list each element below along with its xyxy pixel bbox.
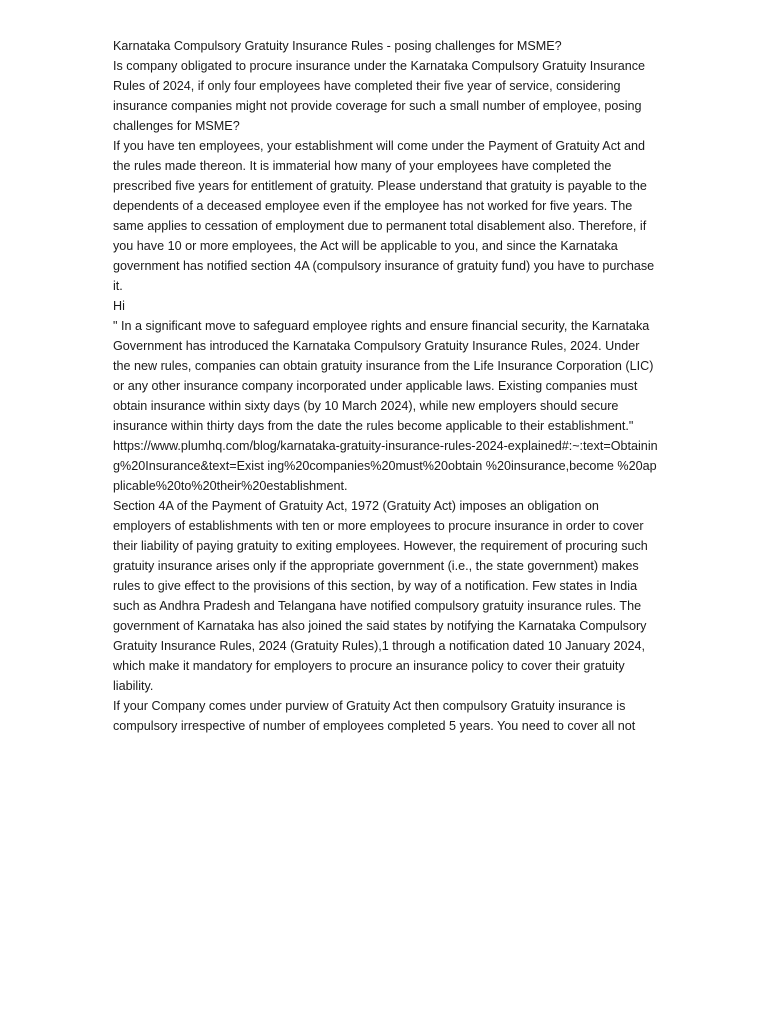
answer-paragraph: If you have ten employees, your establishment will come under the Payment of Gratuity Act and the rules made thereon. It is immaterial how many of your employees have completed the prescribed five years for entitlement of gratuity. Please understand that gratuity is payable to the dependents of a deceased employee even if the employee has not worked for five years. The same applies to cessation of employment due to permanent total disablement also. Therefore, if you have 10 or more employees, the Act will be applicable to you, and since the Karnataka government has notified section 4A (compulsory insurance of gratuity fund) you have to purchase it. bbox=[113, 139, 655, 293]
source-url: https://www.plumhq.com/blog/karnataka-gratuity-insurance-rules-2024-explained#:~:text=Obtaining%20Insurance&text=Exist ing%20companies%20must%20obtain %20insurance,become %20applicable%20to%20their%20establishment. bbox=[113, 439, 658, 493]
greeting-text: Hi bbox=[113, 299, 125, 313]
question-paragraph: Is company obligated to procure insurance under the Karnataka Compulsory Gratuity Insurance Rules of 2024, if only four employees have completed their five year of service, considering insurance companies might not provide coverage for such a small number of employee, posing challenges for MSME? bbox=[113, 59, 646, 133]
document-title: Karnataka Compulsory Gratuity Insurance Rules - posing challenges for MSME? bbox=[113, 39, 562, 53]
document-page bbox=[113, 36, 658, 736]
quoted-paragraph: " In a significant move to safeguard employee rights and ensure financial security, the Karnataka Government has introduced the Karnataka Compulsory Gratuity Insurance Rules, 2024. Under the new rules, companies can obtain gratuity insurance from the Life Insurance Corporation (LIC) or any other insurance company incorporated under applicable laws. Existing companies must obtain insurance within sixty days (by 10 March 2024), while new employers should secure insurance within thirty days from the date the rules become applicable to their establishment." bbox=[113, 319, 654, 433]
closing-paragraph: If your Company comes under purview of Gratuity Act then compulsory Gratuity insurance is compulsory irrespective of number of employees completed 5 years. You need to cover all not bbox=[113, 699, 636, 733]
section-4a-paragraph: Section 4A of the Payment of Gratuity Act, 1972 (Gratuity Act) imposes an obligation on employers of establishments with ten or more employees to procure insurance in order to cover their liability of paying gratuity to exiting employees. However, the requirement of procuring such gratuity insurance arises only if the appropriate government (i.e., the state government) makes rules to give effect to the provisions of this section, by way of a notification. Few states in India such as Andhra Pradesh and Telangana have notified compulsory gratuity insurance rules. The government of Karnataka has also joined the said states by notifying the Karnataka Compulsory Gratuity Insurance Rules, 2024 (Gratuity Rules),1 through a notification dated 10 January 2024, which make it mandatory for employers to procure an insurance policy to cover their gratuity liability. bbox=[113, 499, 648, 693]
